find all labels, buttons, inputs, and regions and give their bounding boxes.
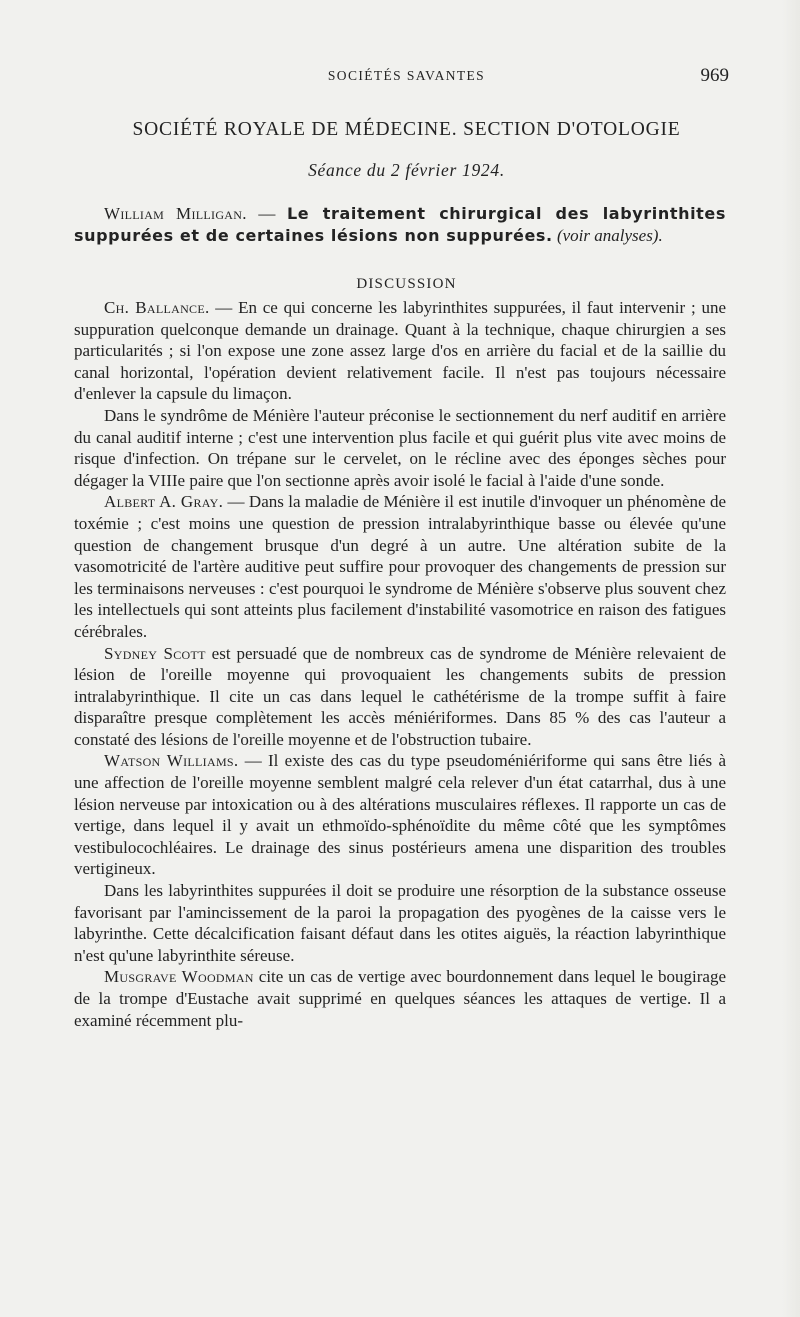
page-number: 969 — [700, 65, 729, 86]
discussion-paragraph-williams — [74, 750, 726, 880]
paragraph-text: — Il existe des cas du type pseudoméniériforme qui sans être liés à une affection de l'oreille moyenne semblent malgré cela relever d'un état catarrhal, dus à une lésion nerveuse par intoxication ou à des altérations musculaires réflexes. Il rapporte un cas de vertige, dans lequel il y avait un ethmoïdo-sphénoïdite du même côté que les symptômes vestibulocochléaires. Le drainage des sinus postérieurs amena une disparition des troubles vertigineux. — [74, 751, 726, 879]
paper-dash: — — [246, 204, 287, 223]
page-gutter-shadow — [782, 0, 800, 1317]
paper-reference: (voir analyses). — [556, 225, 663, 245]
paragraph-text: est persuadé que de nombreux cas de syndrome de Ménière relevaient de lésion de l'oreille moyenne qui provoquaient les changements subits de pression intralabyrinthique. Il cite un cas dans lequel le cathétérisme de la trompe suffit à faire disparaître presque complètement les accès méniériformes. Dans 85 % des cas l'auteur a constaté des lésions de l'oreille moyenne et de l'obstruction tubaire. — [74, 643, 726, 749]
speaker-name: Albert A. Gray. — [104, 492, 224, 512]
discussion-heading: DISCUSSION — [356, 276, 457, 292]
discussion-paragraph-labyrinthites — [74, 880, 726, 966]
paragraph-text: cite un cas de vertige avec bourdonnement dans lequel le bougirage de la trompe d'Eustache avait supprimé en quelques séances les attaques de vertige. Il a examiné récemment plu- — [74, 967, 727, 1030]
discussion-paragraph-scott — [74, 643, 726, 751]
discussion-paragraph-ballance — [74, 297, 726, 405]
speaker-name: Ch. Ballance. — [104, 298, 210, 317]
paper-author: William Milligan. — [104, 204, 247, 223]
paragraph-text: — Dans la maladie de Ménière il est inutile d'invoquer un phénomène de toxémie ; c'est moins une question de pression intralabyrinthique basse ou élevée qu'une question de changement brusque d'un degré à un autre. Une altération subite de la vasomotricité de l'artère auditive peut suffire pour provoquer des changements de pression sur les terminaisons nerveuses : c'est pourquoi le syndrome de Ménière s'observe plus souvent chez les intellectuels qui sont atteints plus facilement d'instabilité vasomotrice en raison des fatigues cérébrales. — [74, 492, 726, 641]
society-heading: SOCIÉTÉ ROYALE DE MÉDECINE. SECTION D'OTOLOGIE — [132, 119, 681, 140]
discussion-paragraph-meniere-surgery — [74, 405, 726, 491]
running-title: SOCIÉTÉS SAVANTES — [327, 68, 486, 83]
paragraph-text: — En ce qui concerne les labyrinthites suppurées, il faut intervenir ; une suppuration quelconque demande un drainage. Quant à la technique, chaque chirurgien a ses particularités ; si l'on expose une zone assez large d'os en arrière du facial et de la saillie du canal horizontal, l'opération devient relativement facile. Il n'est pas toujours nécessaire d'enlever la capsule du limaçon. — [74, 298, 726, 404]
speaker-name: Musgrave Woodman — [104, 967, 254, 987]
paper-title: Le traitement chirurgical des labyrinthites suppurées et de certaines lésions non suppurées. — [74, 204, 726, 245]
paper-paragraph — [74, 203, 726, 246]
speaker-name: Sydney Scott — [104, 643, 206, 663]
discussion-paragraph-gray — [74, 491, 726, 642]
discussion-paragraph-woodman — [74, 966, 726, 1031]
speaker-name: Watson Williams. — [104, 751, 239, 771]
paragraph-text: Dans le syndrôme de Ménière l'auteur préconise le sectionnement du nerf auditif en arrière du canal auditif interne ; c'est une intervention plus facile et qui guérit plus vite avec moins de risque d'infection. On trépane sur le cervelet, on le récline avec des éponges sèches pour dégager la VIIIe paire que l'on sectionne après avoir isolé le facial à l'aide d'une sonde. — [74, 405, 726, 490]
session-date: Séance du 2 février 1924. — [308, 160, 505, 180]
paper-entry — [74, 203, 726, 246]
discussion-body — [74, 297, 726, 1031]
running-head — [84, 63, 729, 89]
paragraph-text: Dans les labyrinthites suppurées il doit se produire une résorption de la substance osseuse favorisant par l'amincissement de la paroi la propagation des pyogènes de la caisse vers le labyrinthe. Cette décalcification faisant défaut dans les otites aiguës, la réaction labyrinthique n'est qu'une labyrinthite séreuse. — [74, 881, 726, 965]
